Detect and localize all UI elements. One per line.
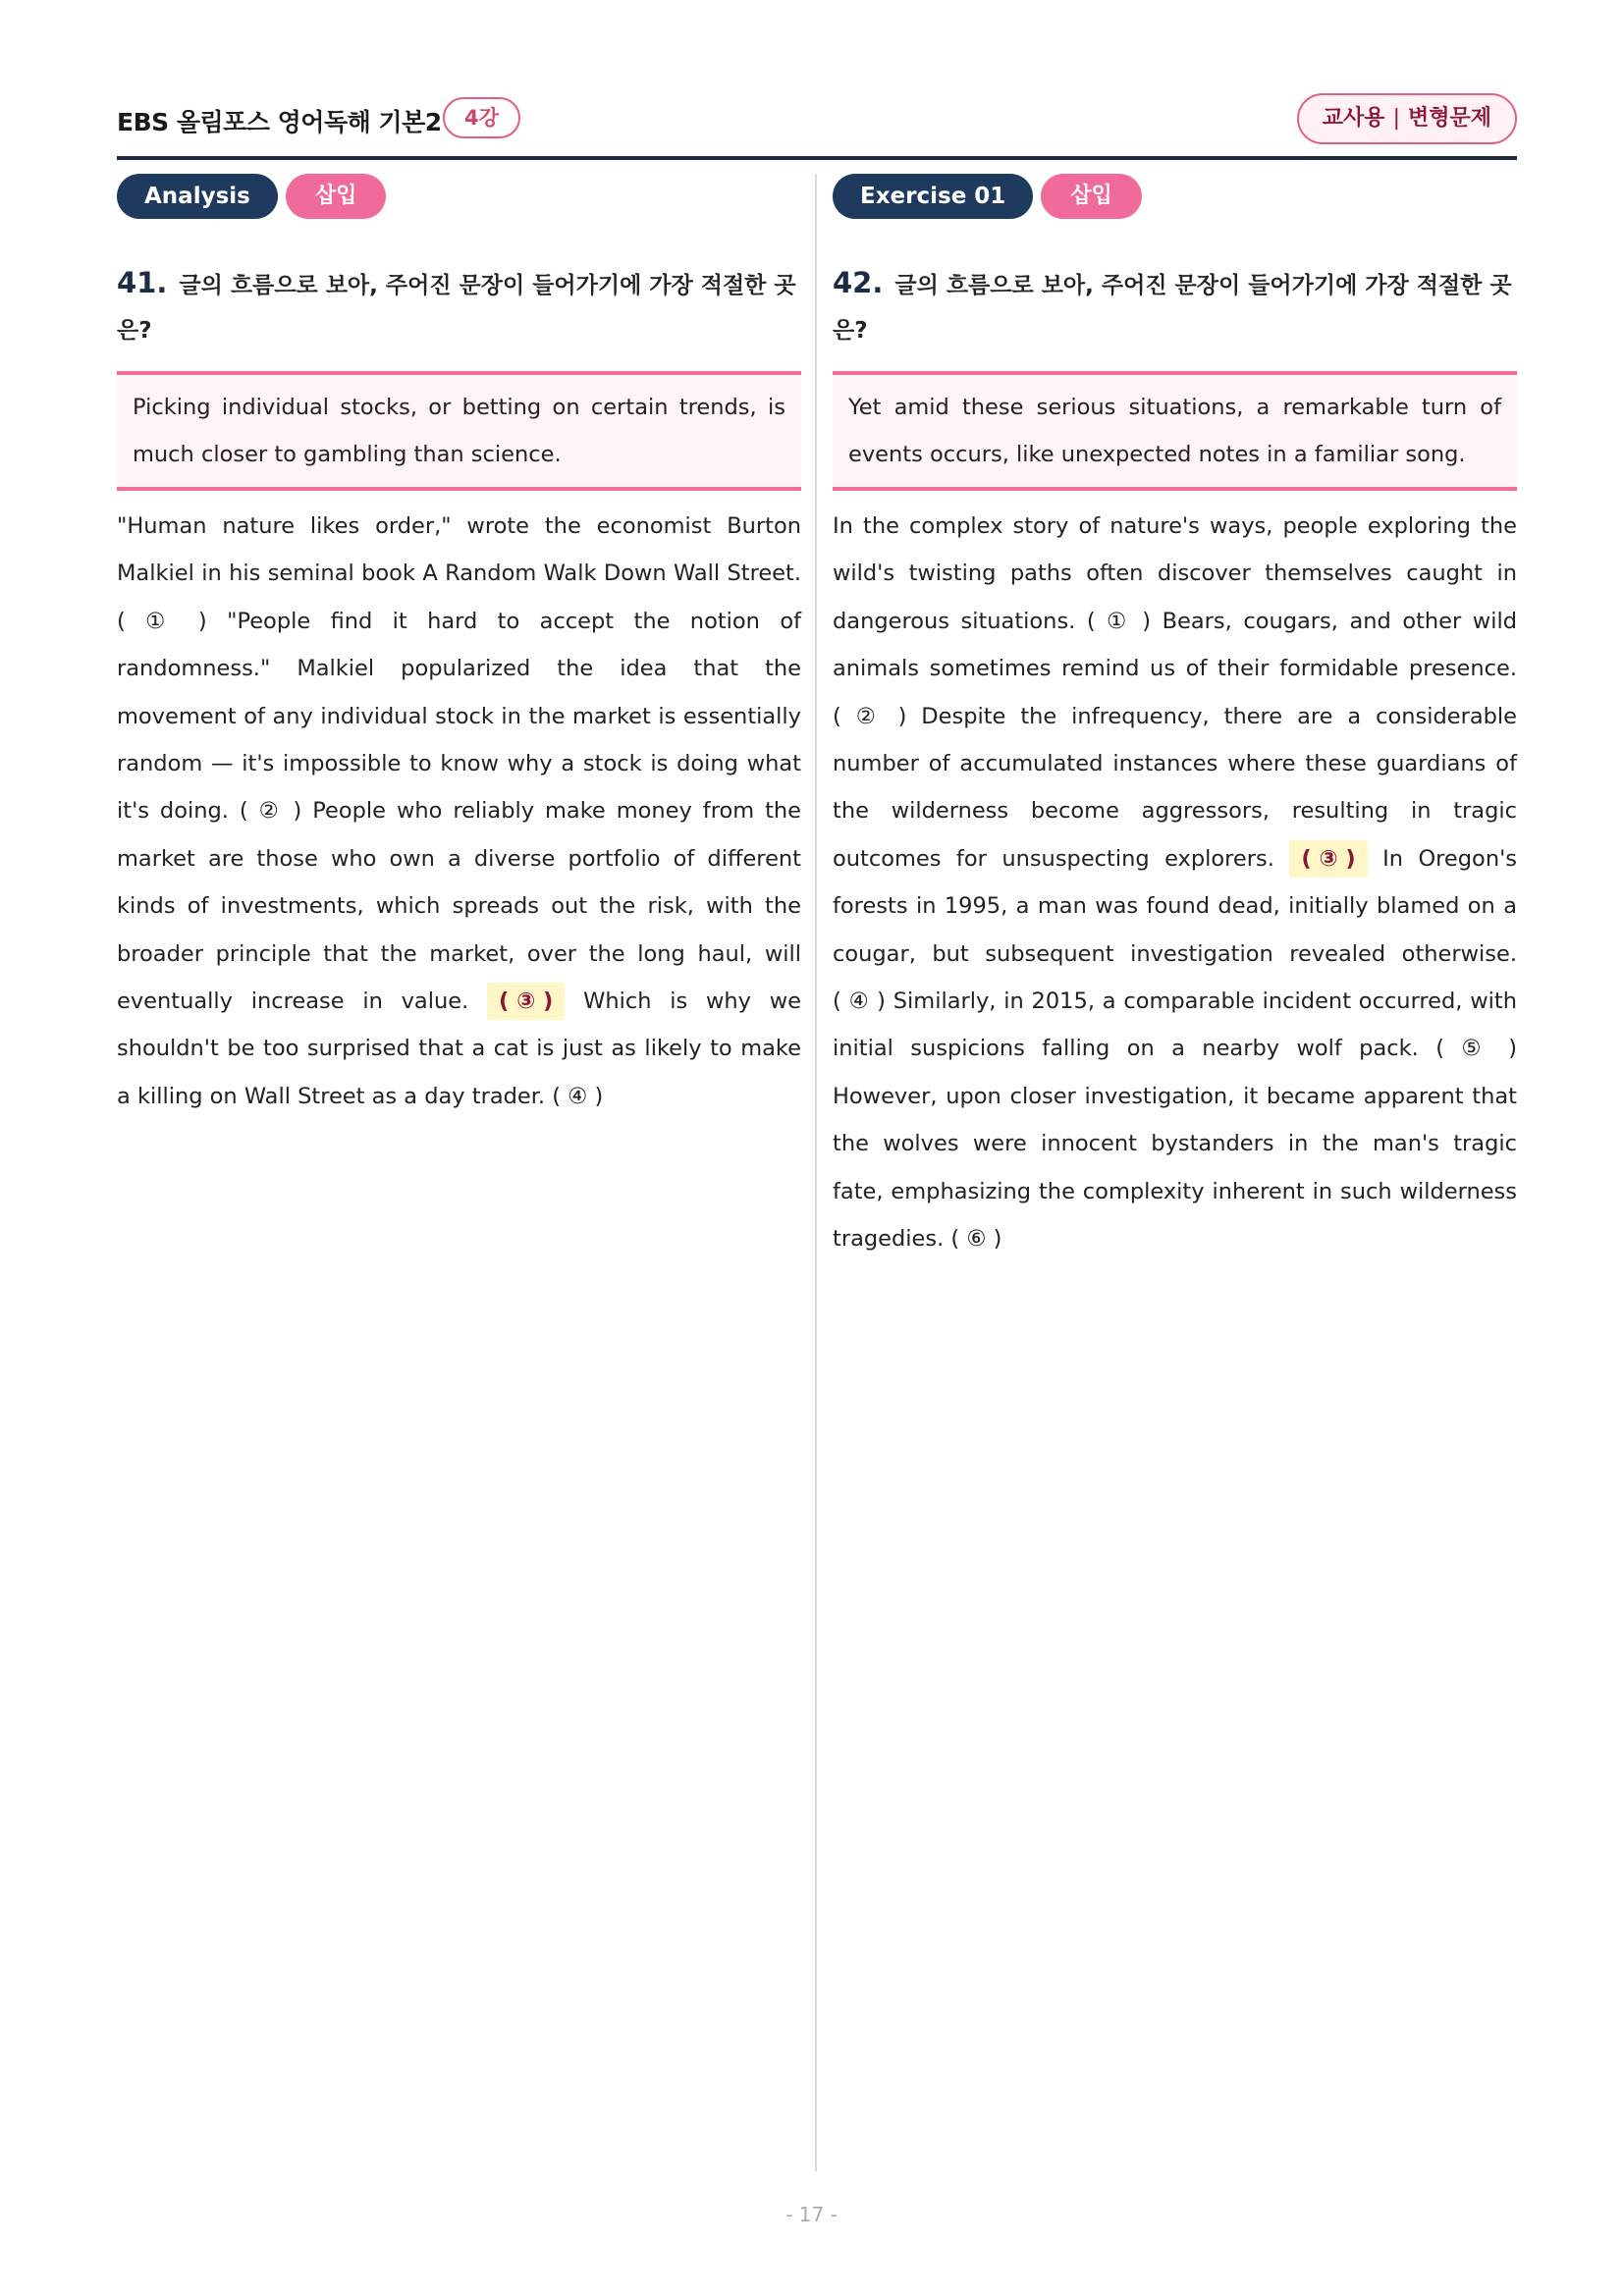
variant-label: 변형문제 [1407, 106, 1491, 131]
page-number: - 17 - [785, 2203, 838, 2226]
position-marker-1: ( ① ) [1086, 608, 1152, 634]
question-text: 글의 흐름으로 보아, 주어진 문장이 들어가기에 가장 적절한 곳은? [117, 273, 796, 344]
passage-text: However, upon closer investigation, it became apparent that the wolves were innocent bystanders in the man's tragic fate, emphasizing the complexity inherent in such wilderness tragedies. [833, 1083, 1517, 1253]
passage-text: People who reliably make money from the market are those who own a diverse portfolio of different kinds of investments, which spreads out the risk, with the broader principle that the market, over the long haul, will eventually increase in value. [117, 798, 802, 1015]
passage-text: Bears, cougars, and other wild animals sometimes remind us of their formidable presence. [833, 608, 1517, 682]
header-rule [117, 156, 1517, 160]
position-marker-2: ( ② ) [239, 798, 302, 825]
answer-marker-3: ( ③ ) [487, 983, 565, 1020]
audience-label: 교사용 [1322, 106, 1385, 131]
passage [833, 503, 1517, 1263]
position-marker-2: ( ② ) [833, 703, 907, 729]
position-marker-4: ( ④ ) [833, 988, 886, 1015]
passage-text: In Oregon's forests in 1995, a man was found dead, initially blamed on a cougar, but subsequent investigation revealed otherwise. [833, 845, 1517, 967]
left-tags [117, 174, 801, 221]
position-marker-6: ( ⑥ ) [950, 1226, 1002, 1253]
badge-separator: | [1392, 106, 1400, 131]
passage-text: In the complex story of nature's ways, people exploring the wild's twisting paths often discover themselves caught in dangerous situations. [833, 513, 1517, 634]
left-column [117, 174, 801, 1120]
column-divider [815, 174, 817, 2171]
right-column [833, 174, 1517, 1263]
given-sentence: Picking individual stocks, or betting on certain trends, is much closer to gambling than science. [133, 395, 785, 467]
question-number: 41. [117, 266, 168, 299]
position-marker-1: ( ① ) [117, 608, 207, 634]
edition-badge [1297, 93, 1517, 144]
passage-text: Despite the infrequency, there are a considerable number of accumulated instances where these guardians of the wilderness become aggressors, resulting in tragic outcomes for unsuspecting explorers. [833, 703, 1518, 872]
type-tag: 삽입 [1041, 174, 1142, 219]
passage-text: Similarly, in 2015, a comparable incident occurred, with initial suspicions falling on a nearby wolf pack. [833, 988, 1517, 1062]
section-tag: Exercise 01 [833, 174, 1033, 219]
question-number: 42. [833, 266, 884, 299]
given-sentence: Yet amid these serious situations, a remarkable turn of events occurs, like unexpected notes in a familiar song. [848, 395, 1501, 467]
given-sentence-box [117, 371, 801, 491]
passage [117, 503, 801, 1120]
passage-text: "People find it hard to accept the notion of randomness." Malkiel popularized the idea that the movement of any individual stock in the market is essentially random — it's impossible to know why a stock is doing what it's doing. [117, 608, 802, 825]
type-tag: 삽입 [286, 174, 387, 219]
section-tag: Analysis [117, 174, 278, 219]
passage-text: "Human nature likes order," wrote the economist Burton Malkiel in his seminal book A Random Walk Down Wall Street. [117, 513, 801, 587]
position-marker-5: ( ⑤ ) [1435, 1036, 1517, 1062]
position-marker-4: ( ④ ) [552, 1083, 604, 1109]
question-text: 글의 흐름으로 보아, 주어진 문장이 들어가기에 가장 적절한 곳은? [833, 273, 1512, 344]
passage-text: Which is why we shouldn't be too surprised that a cat is just as likely to make a killing on Wall Street as a day trader. [117, 988, 801, 1109]
right-tags [833, 174, 1517, 221]
lesson-badge: 4강 [443, 97, 520, 138]
question-prompt [117, 260, 801, 353]
answer-marker-3: ( ③ ) [1289, 840, 1367, 878]
given-sentence-box [833, 371, 1517, 491]
page-header [117, 93, 1517, 160]
question-prompt [833, 260, 1517, 353]
book-title: EBS 올림포스 영어독해 기본2 [117, 108, 442, 136]
